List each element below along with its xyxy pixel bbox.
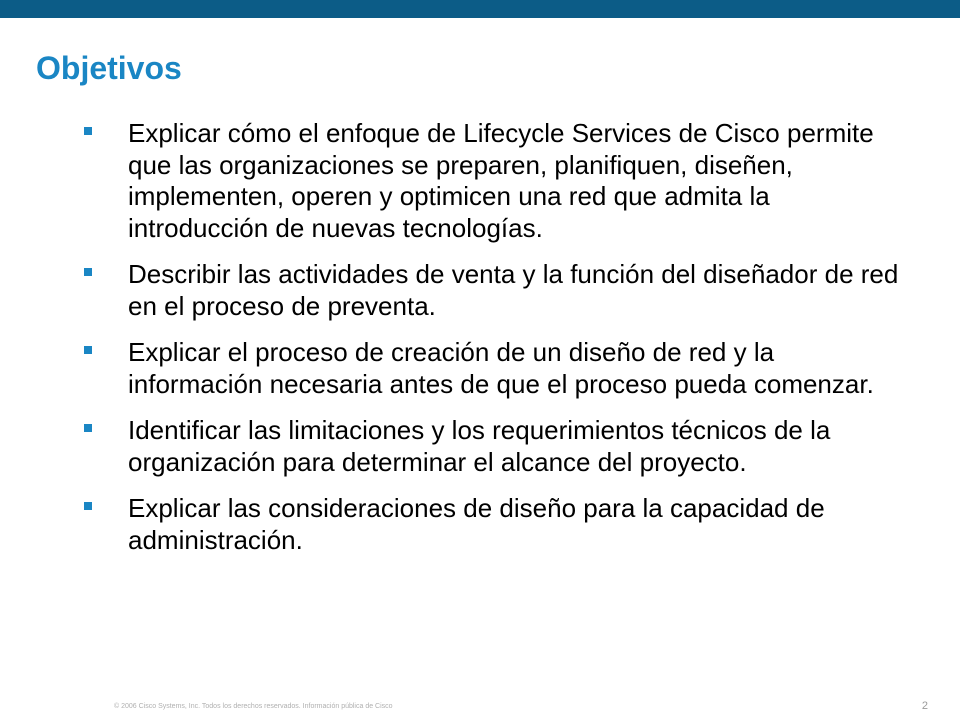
bullet-text: Explicar las consideraciones de diseño para la capacidad de administración.	[128, 493, 825, 555]
page-number: 2	[921, 700, 928, 712]
top-banner-bar	[0, 0, 960, 18]
bullet-item	[0, 259, 960, 322]
square-bullet-icon	[84, 127, 92, 135]
square-bullet-icon	[84, 502, 92, 510]
square-bullet-icon	[84, 346, 92, 354]
bullet-item	[0, 493, 960, 556]
bullet-text: Describir las actividades de venta y la función del diseñador de red en el proceso de preventa.	[128, 259, 899, 321]
bullet-item	[0, 415, 960, 478]
bullet-text: Explicar el proceso de creación de un diseño de red y la información necesaria antes de que el proceso pueda comenzar.	[128, 337, 874, 399]
bullet-text: Explicar cómo el enfoque de Lifecycle Services de Cisco permite que las organizaciones se preparen, planifiquen, diseñen, implementen, operen y optimicen una red que admita la introducción de nuevas tecnologías.	[128, 118, 874, 243]
slide-title: Objetivos	[36, 50, 182, 86]
bullet-text: Identificar las limitaciones y los requerimientos técnicos de la organización para determinar el alcance del proyecto.	[128, 415, 831, 477]
bullet-list	[0, 118, 960, 571]
bullet-item	[0, 118, 960, 244]
bullet-item	[0, 337, 960, 400]
copyright-footer: © 2006 Cisco Systems, Inc. Todos los derechos reservados. Información pública de Cisco	[114, 703, 393, 710]
square-bullet-icon	[84, 268, 92, 276]
square-bullet-icon	[84, 424, 92, 432]
